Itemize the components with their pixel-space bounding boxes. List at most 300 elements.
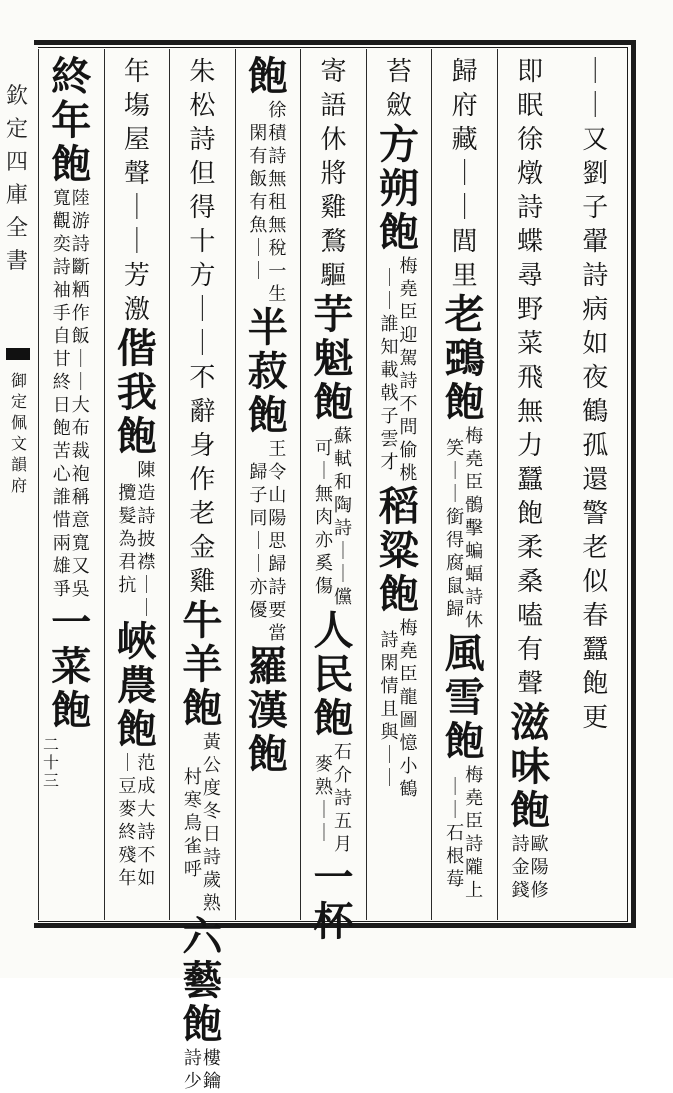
headword-char: 藝 <box>182 957 223 1004</box>
note-char: 抗 <box>118 575 137 596</box>
margin-header-char: 全 <box>5 216 28 241</box>
note-char: ｜ <box>249 554 268 575</box>
note-left-line <box>446 437 464 621</box>
note-char: 梅 <box>465 765 484 786</box>
text-char: 老 <box>189 499 216 529</box>
note-char: 詩 <box>399 371 418 392</box>
note-right-line <box>203 1047 221 1093</box>
annotation-note <box>184 731 221 915</box>
headword-char: 年 <box>51 97 92 144</box>
note-char: 五 <box>333 811 352 832</box>
note-char: 陶 <box>333 495 352 516</box>
note-char: 臣 <box>465 472 484 493</box>
note-char: 袖 <box>52 280 71 301</box>
text-char: 雞 <box>320 193 347 223</box>
text-column-8 <box>104 49 170 920</box>
note-left-line <box>315 753 333 845</box>
note-char: 君 <box>118 552 137 573</box>
note-char: 日 <box>52 395 71 416</box>
annotation-note <box>381 255 418 485</box>
headword-char: 漢 <box>247 687 288 734</box>
note-char: 詩 <box>465 834 484 855</box>
annotation-note <box>184 1047 221 1093</box>
note-char: 詩 <box>137 506 156 527</box>
headword-char: 飽 <box>247 731 288 778</box>
headword-char: 飽 <box>247 392 288 439</box>
note-char: 偷 <box>399 440 418 461</box>
note-char: ｜ <box>71 372 90 393</box>
headword-char: 飽 <box>116 706 157 753</box>
note-char: 蝙 <box>465 541 484 562</box>
note-char: 村 <box>183 766 202 788</box>
headword-char: 方 <box>379 121 420 168</box>
body-text <box>189 55 215 599</box>
note-char: 閑 <box>380 652 399 674</box>
note-char: 陸 <box>71 188 90 209</box>
note-char: 石 <box>446 822 465 844</box>
note-char: 歸 <box>249 462 268 483</box>
note-char: ｜ <box>249 261 268 282</box>
note-char: 寬 <box>52 188 71 209</box>
text-char: 金 <box>189 533 216 563</box>
note-char: 亦 <box>249 577 268 598</box>
text-char: ｜ <box>582 57 609 87</box>
note-char: 歐 <box>530 834 549 855</box>
headword <box>248 55 288 99</box>
note-char: 堯 <box>465 788 484 809</box>
note-char: 肉 <box>314 506 333 528</box>
note-char: 寬 <box>71 533 90 554</box>
body-text <box>386 55 412 123</box>
text-char: 病 <box>582 295 609 325</box>
text-char: 歸 <box>451 57 478 87</box>
note-char: 公 <box>202 755 221 776</box>
note-char: 披 <box>137 529 156 550</box>
headword-char: 飽 <box>51 687 92 734</box>
note-char: ｜ <box>249 238 268 259</box>
note-char: 臣 <box>399 302 418 323</box>
note-char: 苦 <box>52 441 71 462</box>
note-char: 上 <box>465 880 484 901</box>
text-char: 十 <box>189 227 216 257</box>
note-char: 大 <box>137 799 156 820</box>
headword-char: 飽 <box>182 685 223 732</box>
text-char: 方 <box>189 261 216 291</box>
margin-header-char: 書 <box>5 249 28 274</box>
note-char: 意 <box>71 510 90 531</box>
note-char: 作 <box>71 303 90 324</box>
headword-char: 風 <box>444 630 485 677</box>
note-right-line <box>268 438 286 645</box>
text-char: 似 <box>582 567 609 597</box>
text-char: 蝶 <box>517 227 544 257</box>
note-char: 梅 <box>399 618 418 639</box>
note-right-line <box>72 187 90 601</box>
note-char: 擊 <box>465 518 484 539</box>
headword-char: 菜 <box>51 643 92 690</box>
note-char: 鳥 <box>183 812 202 834</box>
note-left-line <box>184 1047 202 1093</box>
body-text <box>582 55 608 701</box>
note-char: 歸 <box>268 554 287 575</box>
note-char: 莓 <box>446 868 465 890</box>
note-char: 山 <box>268 485 287 506</box>
text-char: 驅 <box>320 261 347 291</box>
note-char: 寒 <box>183 789 202 811</box>
headword-char: 粱 <box>379 527 420 574</box>
note-right-line <box>400 255 418 485</box>
note-char: 同 <box>249 508 268 529</box>
note-char: 歲 <box>202 870 221 891</box>
margin-header <box>4 80 30 278</box>
headword-char: 牛 <box>182 597 223 644</box>
text-char: 又 <box>582 125 609 155</box>
note-char: 甘 <box>52 349 71 370</box>
note-char: 堯 <box>465 449 484 470</box>
note-right-line <box>531 833 549 902</box>
note-char: 熟 <box>314 776 333 798</box>
headword <box>379 485 419 617</box>
headword-char: 芋 <box>313 291 354 338</box>
folio-number <box>40 736 62 790</box>
text-char: 芳 <box>123 261 150 291</box>
note-char: 粞 <box>71 280 90 301</box>
note-char: 奚 <box>314 552 333 574</box>
note-char: 堯 <box>399 279 418 300</box>
annotation-note <box>315 425 352 609</box>
note-char: ｜ <box>446 776 465 798</box>
note-char: 手 <box>52 303 71 324</box>
text-char: 但 <box>189 159 216 189</box>
note-char: 終 <box>52 372 71 393</box>
text-char: 塲 <box>123 91 150 121</box>
note-char: 鶴 <box>399 779 418 800</box>
headword-char: 偕 <box>116 325 157 372</box>
note-char: ｜ <box>380 767 399 789</box>
note-char: 當 <box>268 623 287 644</box>
folio-char: 二 <box>42 735 59 754</box>
text-char: 野 <box>517 295 544 325</box>
note-char: 蝠 <box>465 564 484 585</box>
text-char: 力 <box>517 431 544 461</box>
text-char: 府 <box>451 91 478 121</box>
text-char: 徐 <box>517 125 544 155</box>
note-char: 日 <box>202 824 221 845</box>
note-right-line <box>334 425 352 609</box>
headword-char: 鵶 <box>444 335 485 382</box>
body-text <box>124 55 150 327</box>
note-char: 斷 <box>71 257 90 278</box>
note-char: 有 <box>249 192 268 213</box>
text-char: 屋 <box>123 125 150 155</box>
note-char: 詩 <box>183 1048 202 1069</box>
note-char: 麥 <box>314 753 333 775</box>
headword-char: 六 <box>182 913 223 960</box>
text-char: 蠶 <box>582 635 609 665</box>
margin-title-char: 定 <box>10 392 27 411</box>
annotation-note <box>118 459 155 620</box>
text-char: 眠 <box>517 91 544 121</box>
note-char: 不 <box>137 845 156 866</box>
text-char: 聲 <box>123 159 150 189</box>
text-char: 春 <box>582 601 609 631</box>
text-char: 柔 <box>517 533 544 563</box>
note-char: 不 <box>399 394 418 415</box>
note-char: 亦 <box>314 529 333 551</box>
note-char: 才 <box>380 451 399 473</box>
headword-char: 飽 <box>379 571 420 618</box>
note-char: 徐 <box>268 100 287 121</box>
body-text <box>320 55 346 191</box>
note-char: 要 <box>268 600 287 621</box>
note-char: 銜 <box>446 506 465 528</box>
text-char: 年 <box>123 57 150 87</box>
text-char: 子 <box>582 193 609 223</box>
text-char: 雞 <box>189 567 216 597</box>
text-column-2 <box>497 49 563 920</box>
note-char: 且 <box>380 698 399 720</box>
note-char: 有 <box>249 146 268 167</box>
headword-char: 雪 <box>444 674 485 721</box>
note-char: 梅 <box>465 426 484 447</box>
headword-char: 飽 <box>182 1001 223 1048</box>
note-char: 度 <box>202 778 221 799</box>
margin-title-char: 府 <box>10 476 27 495</box>
note-char: 飯 <box>249 169 268 190</box>
headword <box>248 645 288 777</box>
note-char: 情 <box>380 675 399 697</box>
note-char: 袍 <box>71 464 90 485</box>
note-char: 觀 <box>52 211 71 232</box>
headword <box>313 293 353 425</box>
note-char: ｜ <box>137 598 156 619</box>
note-char: ｜ <box>380 290 399 312</box>
note-char: 大 <box>71 395 90 416</box>
note-left-line <box>381 267 399 474</box>
note-char: 詩 <box>268 146 287 167</box>
note-char: 臣 <box>399 664 418 685</box>
note-left-line <box>184 766 202 881</box>
note-char: ｜ <box>118 753 137 774</box>
headword-char: 飽 <box>379 209 420 256</box>
note-char: 終 <box>118 822 137 843</box>
note-char: 生 <box>268 284 287 305</box>
text-char: 還 <box>582 465 609 495</box>
note-char: 問 <box>399 417 418 438</box>
text-char: 詩 <box>517 193 544 223</box>
note-char: 誰 <box>52 487 71 508</box>
note-char: ｜ <box>380 744 399 766</box>
note-char: 子 <box>380 405 399 427</box>
note-char: 根 <box>446 845 465 867</box>
note-char: 雲 <box>380 428 399 450</box>
note-char: 詩 <box>137 822 156 843</box>
text-char: 苔 <box>386 57 413 87</box>
note-char: 詩 <box>465 587 484 608</box>
note-char: ｜ <box>333 541 352 562</box>
note-char: 優 <box>249 600 268 621</box>
note-char: 鑰 <box>202 1071 221 1092</box>
margin-book-title <box>8 370 30 496</box>
headword <box>117 327 157 459</box>
annotation-note <box>381 617 418 801</box>
body-text <box>517 55 543 701</box>
margin-header-char: 庫 <box>5 183 28 208</box>
text-column-3 <box>431 49 497 920</box>
note-right-line <box>465 425 483 632</box>
headword <box>248 306 288 438</box>
note-char: 造 <box>137 483 156 504</box>
note-char: 熟 <box>202 893 221 914</box>
note-char: 惜 <box>52 510 71 531</box>
margin-title-char: 文 <box>10 434 27 453</box>
text-column-4 <box>366 49 432 920</box>
text-char: 飽 <box>582 669 609 699</box>
note-char: 攬 <box>118 483 137 504</box>
note-char: 為 <box>118 529 137 550</box>
text-char: 激 <box>123 295 150 325</box>
note-char: 布 <box>71 418 90 439</box>
annotation-note <box>512 833 549 902</box>
note-char: 休 <box>465 610 484 631</box>
text-column-5 <box>300 49 366 945</box>
note-char: 隴 <box>465 857 484 878</box>
headword-char: 味 <box>510 743 551 790</box>
margin-title-char: 韻 <box>10 455 27 474</box>
note-left-line <box>381 629 399 790</box>
note-char: 豆 <box>118 776 137 797</box>
note-right-line <box>400 617 418 801</box>
headword-char: 半 <box>247 304 288 351</box>
text-char: 松 <box>189 91 216 121</box>
text-char: 里 <box>451 261 478 291</box>
note-char: 又 <box>71 556 90 577</box>
note-char: 自 <box>52 326 71 347</box>
note-char: 龍 <box>399 687 418 708</box>
note-char: 桃 <box>399 463 418 484</box>
note-char: 知 <box>380 336 399 358</box>
note-char: 雄 <box>52 556 71 577</box>
note-char: 王 <box>268 439 287 460</box>
text-char: 蠶 <box>517 465 544 495</box>
note-char: 詩 <box>71 234 90 255</box>
note-char: 稅 <box>268 238 287 259</box>
note-char: 月 <box>333 834 352 855</box>
text-char: 鶩 <box>320 227 347 257</box>
text-char: 朱 <box>189 57 216 87</box>
text-char: 語 <box>320 91 347 121</box>
text-char: 寄 <box>320 57 347 87</box>
text-column-7 <box>169 49 235 1092</box>
note-right-line <box>268 99 286 306</box>
note-char: 詩 <box>333 518 352 539</box>
note-char: 雀 <box>183 835 202 857</box>
note-char: ｜ <box>333 564 352 585</box>
text-char: ｜ <box>123 193 150 223</box>
note-char: 載 <box>380 359 399 381</box>
headword-char: 魁 <box>313 335 354 382</box>
note-char: 臣 <box>465 811 484 832</box>
note-char: 閑 <box>249 123 268 144</box>
text-char: 詩 <box>189 125 216 155</box>
text-char: 即 <box>517 57 544 87</box>
text-char: ｜ <box>189 295 216 325</box>
note-char: 襟 <box>137 552 156 573</box>
headword <box>445 293 485 425</box>
note-char: ｜ <box>446 460 465 482</box>
headword-char: 飽 <box>116 413 157 460</box>
note-char: ｜ <box>71 349 90 370</box>
note-char: 石 <box>333 742 352 763</box>
note-char: ｜ <box>314 799 333 821</box>
headword-char: 飽 <box>313 379 354 426</box>
note-char: 修 <box>530 880 549 901</box>
text-char: 孤 <box>582 431 609 461</box>
note-char: 令 <box>268 462 287 483</box>
note-char: ｜ <box>446 799 465 821</box>
note-char: 麥 <box>118 799 137 820</box>
note-char: 金 <box>511 857 530 878</box>
text-char: 不 <box>189 363 216 393</box>
text-char: 鶴 <box>582 397 609 427</box>
text-char: 嗑 <box>517 601 544 631</box>
note-char: ｜ <box>380 267 399 289</box>
note-left-line <box>118 752 136 890</box>
annotation-note <box>249 99 286 306</box>
annotation-note <box>53 187 90 601</box>
note-char: 駕 <box>399 348 418 369</box>
note-char: 一 <box>268 261 287 282</box>
note-char: 迎 <box>399 325 418 346</box>
body-text <box>320 191 346 293</box>
note-char: ｜ <box>314 460 333 482</box>
headword-char: 人 <box>313 607 354 654</box>
note-char: 歸 <box>446 598 465 620</box>
note-char: 蘇 <box>333 426 352 447</box>
text-char: ｜ <box>123 227 150 257</box>
text-char: ｜ <box>451 193 478 223</box>
text-char: 閭 <box>451 227 478 257</box>
note-right-line <box>465 764 483 902</box>
text-column-1 <box>562 49 628 920</box>
note-right-line <box>137 752 155 890</box>
note-char: 軾 <box>333 449 352 470</box>
headword <box>379 123 419 255</box>
note-left-line <box>118 482 136 597</box>
margin-header-char: 欽 <box>5 84 28 109</box>
headword <box>51 55 91 187</box>
note-char: 誰 <box>380 313 399 335</box>
note-char: 心 <box>52 464 71 485</box>
note-char: 裁 <box>71 441 90 462</box>
headword-char: 菽 <box>247 348 288 395</box>
text-char: 有 <box>517 635 544 665</box>
headword <box>182 599 222 731</box>
text-char: 如 <box>582 329 609 359</box>
headword-char: 滋 <box>510 699 551 746</box>
text-char: 詩 <box>582 261 609 291</box>
note-char: 少 <box>183 1071 202 1092</box>
note-char: 圖 <box>399 710 418 731</box>
note-char: 小 <box>399 756 418 777</box>
text-char: 桑 <box>517 567 544 597</box>
note-right-line <box>203 731 221 915</box>
note-char: 陽 <box>530 857 549 878</box>
folio-char: 十 <box>42 753 59 772</box>
note-char: 梅 <box>399 256 418 277</box>
note-char: 爭 <box>52 579 71 600</box>
headword-char: 一 <box>313 854 354 901</box>
